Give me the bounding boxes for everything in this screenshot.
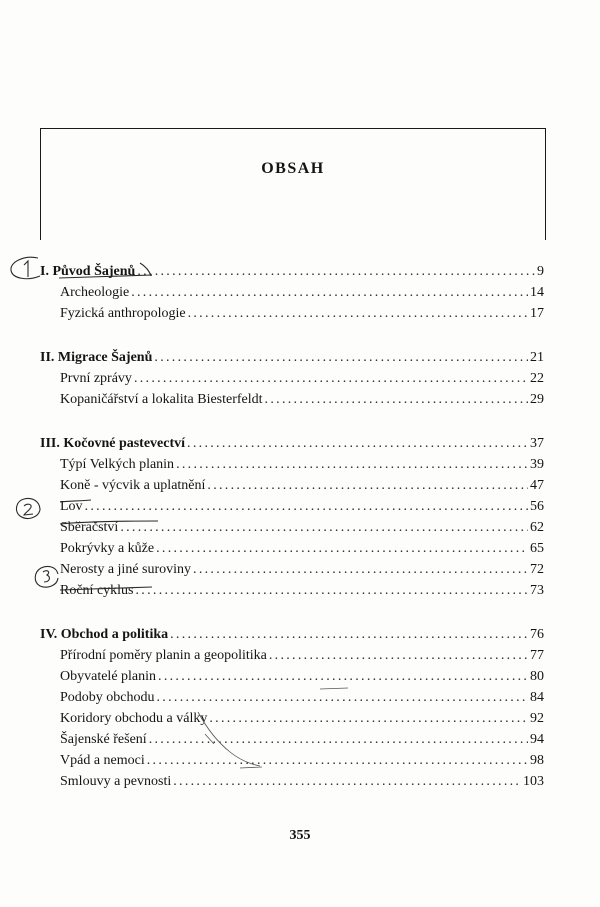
section-title: Archeologie	[60, 285, 130, 300]
dot-leader	[85, 497, 528, 517]
toc-chapter-row	[40, 348, 544, 368]
toc-section-row	[60, 646, 544, 666]
page-reference: 56	[530, 499, 544, 514]
page-reference: 21	[530, 350, 544, 365]
section-title: Roční cyklus	[60, 583, 134, 598]
toc-section-row	[60, 772, 544, 792]
page-reference: 103	[523, 774, 544, 789]
toc-section-row	[60, 369, 544, 389]
page-reference: 84	[530, 690, 544, 705]
dot-leader	[265, 390, 528, 410]
page-reference: 9	[537, 264, 544, 279]
section-title: Koně - výcvik a uplatnění	[60, 478, 206, 493]
dot-leader	[157, 688, 529, 708]
page-reference: 98	[530, 753, 544, 768]
toc-section-row	[60, 709, 544, 729]
page-number: 355	[289, 828, 311, 843]
toc-section-row	[60, 751, 544, 771]
dot-leader	[137, 262, 535, 282]
dot-leader	[188, 304, 528, 324]
section-title: Sběračství	[60, 520, 119, 535]
dot-leader	[134, 369, 528, 389]
section-title: Kopaničářství a lokalita Biesterfeldt	[60, 392, 263, 407]
dot-leader	[147, 751, 528, 771]
section-title: Lov	[60, 499, 83, 514]
toc-chapter-row	[40, 434, 544, 454]
section-title: Pokrývky a kůže	[60, 541, 155, 556]
toc-section-row	[60, 518, 544, 538]
section-title: Fyzická anthropologie	[60, 306, 186, 321]
page-reference: 80	[530, 669, 544, 684]
chapter-title: I. Původ Šajenů	[40, 264, 136, 279]
toc-section-row	[60, 455, 544, 475]
page-reference: 92	[530, 711, 544, 726]
dot-leader	[131, 283, 528, 303]
page-reference: 37	[530, 436, 544, 451]
toc-section-row	[60, 476, 544, 496]
section-title: Přírodní poměry planin a geopolitika	[60, 648, 267, 663]
chapter-title: II. Migrace Šajenů	[40, 350, 153, 365]
page-reference: 39	[530, 457, 544, 472]
dot-leader	[173, 772, 521, 792]
dot-leader	[149, 730, 528, 750]
page-reference: 47	[530, 478, 544, 493]
dot-leader	[207, 476, 528, 496]
section-title: Koridory obchodu a války	[60, 711, 208, 726]
chapter-title: IV. Obchod a politika	[40, 627, 169, 642]
page-title: OBSAH	[261, 160, 325, 177]
toc-section-row	[60, 730, 544, 750]
dot-leader	[156, 539, 528, 559]
section-title: Týpí Velkých planin	[60, 457, 175, 472]
page-reference: 62	[530, 520, 544, 535]
toc-section-row	[60, 283, 544, 303]
toc-section-row	[60, 497, 544, 517]
dot-leader	[158, 667, 528, 687]
dot-leader	[209, 709, 528, 729]
frame-right-rule	[545, 128, 546, 240]
chapter-title: III. Kočovné pastevectví	[40, 436, 186, 451]
section-title: Šajenské řešení	[60, 732, 147, 747]
frame-left-rule	[40, 128, 41, 240]
section-title: Nerosty a jiné suroviny	[60, 562, 192, 577]
dot-leader	[269, 646, 528, 666]
section-title: Obyvatelé planin	[60, 669, 157, 684]
dot-leader	[154, 348, 528, 368]
page-reference: 94	[530, 732, 544, 747]
toc-section-row	[60, 304, 544, 324]
dot-leader	[120, 518, 528, 538]
dot-leader	[187, 434, 528, 454]
dot-leader	[193, 560, 528, 580]
page-reference: 17	[530, 306, 544, 321]
toc-section-row	[60, 560, 544, 580]
page-reference: 22	[530, 371, 544, 386]
toc-section-row	[60, 390, 544, 410]
page-reference: 65	[530, 541, 544, 556]
page-reference: 77	[530, 648, 544, 663]
dot-leader	[176, 455, 528, 475]
toc-chapter-row	[40, 625, 544, 645]
section-title: Podoby obchodu	[60, 690, 155, 705]
section-title: První zprávy	[60, 371, 132, 386]
toc-chapter-row	[40, 262, 544, 282]
section-title: Smlouvy a pevnosti	[60, 774, 172, 789]
toc-section-row	[60, 667, 544, 687]
toc-section-row	[60, 539, 544, 559]
page-reference: 73	[530, 583, 544, 598]
page-reference: 76	[530, 627, 544, 642]
frame-top-rule	[40, 128, 546, 129]
dot-leader	[170, 625, 528, 645]
dot-leader	[136, 581, 529, 601]
toc-section-row	[60, 688, 544, 708]
page-reference: 72	[530, 562, 544, 577]
section-title: Vpád a nemoci	[60, 753, 145, 768]
page-reference: 14	[530, 285, 544, 300]
toc-section-row	[60, 581, 544, 601]
page-reference: 29	[530, 392, 544, 407]
